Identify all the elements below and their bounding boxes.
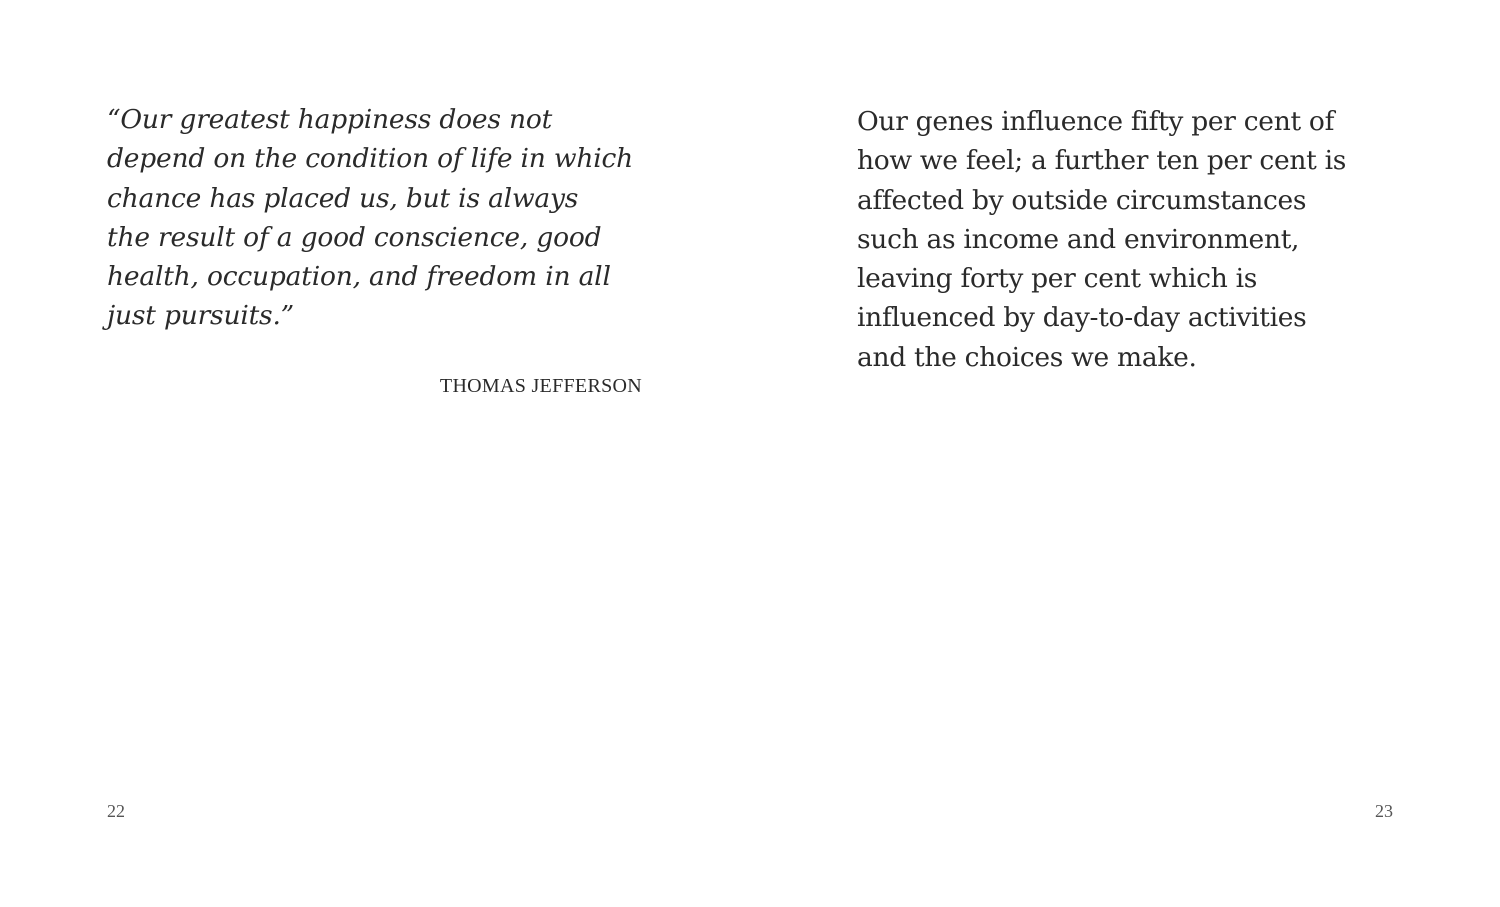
body-line: how we feel; a further ten per cent is xyxy=(857,145,1347,177)
quote-line: depend on the condition of life in which xyxy=(107,143,634,175)
quote xyxy=(107,100,667,336)
body-line: leaving forty per cent which is xyxy=(857,263,1258,295)
page-number-right: 23 xyxy=(1375,801,1393,821)
right-page xyxy=(750,0,1500,907)
body-line: and the choices we make. xyxy=(857,341,1197,373)
quote-line: the result of a good conscience, good xyxy=(107,221,602,253)
body-line: such as income and environment, xyxy=(857,223,1300,255)
body-line: influenced by day-to-day activities xyxy=(857,302,1307,334)
quote-line: “Our greatest happiness does not xyxy=(107,104,553,135)
quote-line: chance has placed us, but is always xyxy=(107,182,579,214)
body-line: affected by outside circumstances xyxy=(857,184,1307,216)
body-line: Our genes influence fifty per cent of xyxy=(857,106,1335,137)
quote-line: health, occupation, and freedom in all xyxy=(107,261,611,293)
body-paragraph xyxy=(857,102,1417,377)
quote-line: just pursuits.” xyxy=(107,300,295,332)
page-number-left: 22 xyxy=(107,801,125,821)
quote-attribution: THOMAS JEFFERSON xyxy=(439,375,642,397)
